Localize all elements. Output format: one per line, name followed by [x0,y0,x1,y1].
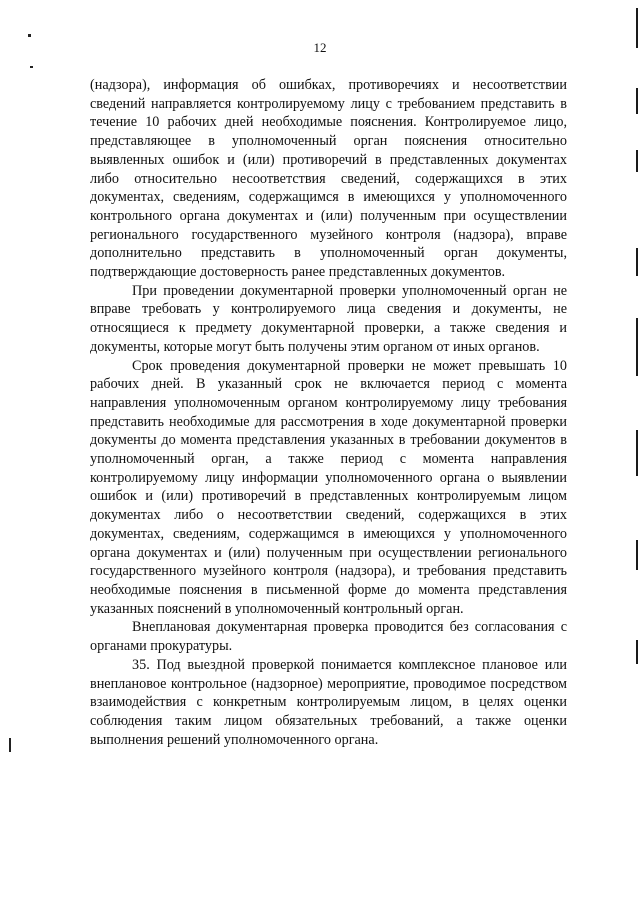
scan-speck [9,738,11,752]
scan-edge-line [636,88,638,114]
page-number: 12 [313,40,327,55]
paragraph: При проведении документарной проверки уполномоченный орган не вправе требовать у контролируемого лица сведения и документы, не относящиеся к предмету документарной проверки, а также сведения и документы, которые могут быть получены этим органом от иных органов. [90,282,567,355]
scan-edge-line [636,640,638,664]
scan-edge-line [636,150,638,172]
paragraph: Внеплановая документарная проверка проводится без согласования с органами прокуратуры. [90,619,567,655]
document-body [90,76,567,749]
scan-edge-line [636,430,638,476]
scan-edge-line [636,318,638,376]
paragraph: (надзора), информация об ошибках, противоречиях и несоответствии сведений направляется контролируемому лицу с требованием представить в течение 10 рабочих дней необходимые пояснения. Контролируемое лицо, представляющее в уполномоченный орган пояснения относительно выявленных ошибок и (или) противоречий в представленных документах либо относительно несоответствия сведений, содержащихся в этих документах, сведениям, содержащимся в имеющихся у уполномоченного контрольного органа документах и (или) полученным при осуществлении регионального государственного музейного контроля (надзора), вправе дополнительно представить в уполномоченный орган документы, подтверждающие достоверность ранее представленных документов. [90,77,567,281]
scan-edge-line [636,540,638,570]
paragraph: Срок проведения документарной проверки не может превышать 10 рабочих дней. В указанный срок не включается период с момента направления уполномоченным органом контролируемому лицу требования представить необходимые для рассмотрения в ходе документарной проверки документы до момента представления указанных в требовании документов в уполномоченный орган, а также период с момента направления контролируемому лицу информации уполномоченного органа о выявлении ошибок и (или) противоречий в представленных контролируемым лицом документах либо о несоответствии сведений, содержащихся в этих документах, сведениям, содержащимся в имеющихся у уполномоченного органа документах и (или) полученным при осуществлении регионального государственного музейного контроля (надзора), и требования представить необходимые пояснения в письменной форме до момента представления указанных пояснений в уполномоченный контрольный орган. [90,357,567,617]
paragraph: 35. Под выездной проверкой понимается комплексное плановое или внеплановое контрольное (надзорное) мероприятие, проводимое посредством взаимодействия с конкретным контролируемым лицом, в целях оценки соблюдения таким лицом обязательных требований, а также оценки выполнения решений уполномоченного органа. [90,656,567,748]
scan-speck [30,66,33,68]
scan-edge-line [636,248,638,276]
scan-speck [28,34,31,37]
